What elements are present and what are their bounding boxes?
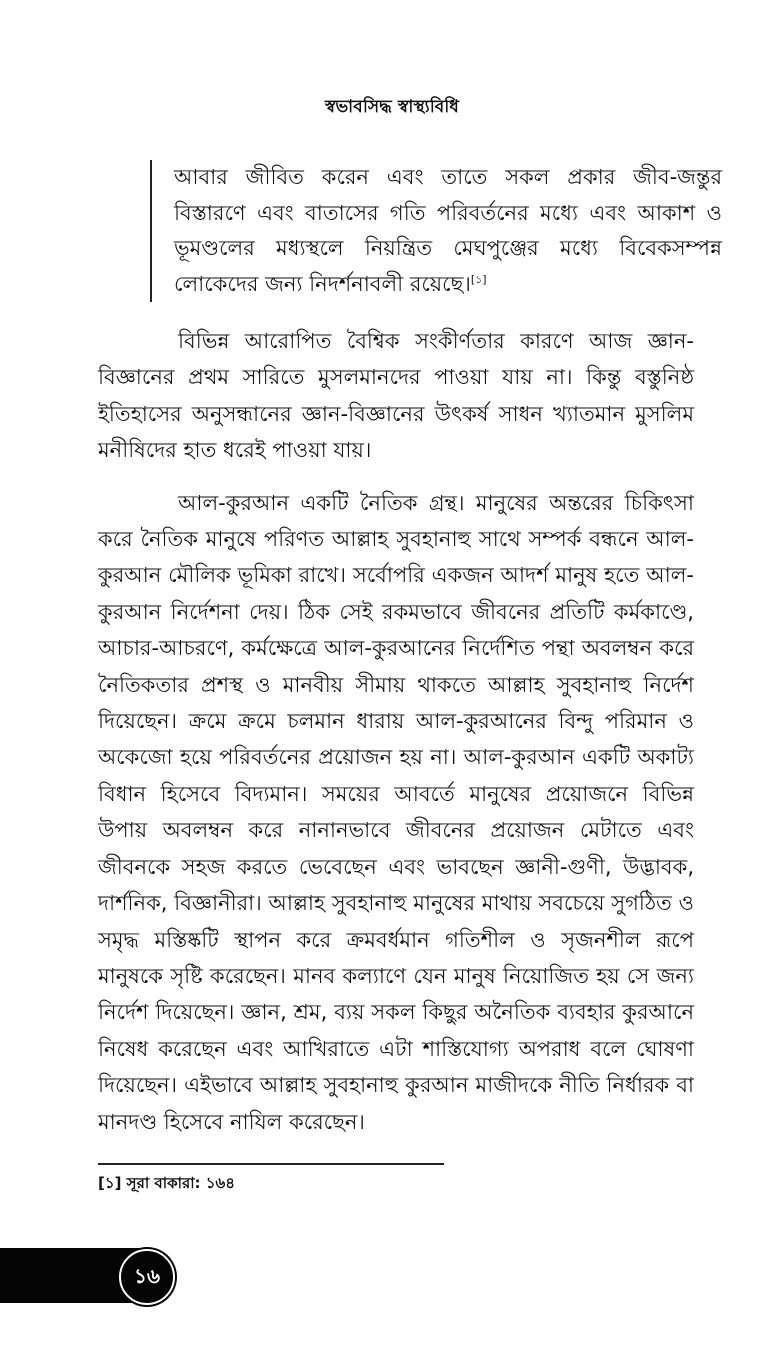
paragraph: বিভিন্ন আরোপিত বৈশ্বিক সংকীর্ণতার কারণে আজ জ্ঞান-বিজ্ঞানের প্রথম সারিতে মুসলমানদের পাওয়া যায় না। কিন্তু বস্তুনিষ্ঠ ইতিহাসের অনুসন্ধানের জ্ঞান-বিজ্ঞানের উৎকর্ষ সাধন খ্যাতমান মুসলিম মনীষিদের হাত ধরেই পাওয়া যায়। [98,329,694,463]
running-header: স্বভাবসিদ্ধ স্বাস্থ্যবিধি [324,97,460,117]
page-number: ১৬ [134,1264,160,1288]
footnote: [১] সূরা বাকারা: ১৬৪ [98,1174,235,1192]
quote-block [150,160,722,302]
quote-text: আবার জীবিত করেন এবং তাতে সকল প্রকার জীব-জন্তুর বিস্তারণে এবং বাতাসের গতি পরিবর্তনের মধ্যে এবং আকাশ ও ভূমণ্ডলের মধ্যস্থলে নিয়ন্ত্রিত মেঘপুঞ্জের মধ্যে বিবেকসম্পন্ন লোকেদের জন্য নিদর্শনাবলী রয়েছে। [174,165,722,296]
body-text [98,323,694,1140]
footnote-reference[interactable]: [১] [470,272,487,286]
footnote-divider [98,1163,444,1165]
paragraph: আল-কুরআন একটি নৈতিক গ্রন্থ। মানুষের অন্তরের চিকিৎসা করে নৈতিক মানুষে পরিণত আল্লাহ সুবহানাহু সাথে সম্পর্ক বন্ধনে আল-কুরআন মৌলিক ভূমিকা রাখে। সর্বোপরি একজন আদর্শ মানুষ হতে আল-কুরআন নির্দেশনা দেয়। ঠিক সেই রকমভাবে জীবনের প্রতিটি কর্মকাণ্ডে, আচার-আচরণে, কর্মক্ষেত্রে আল-কুরআনের নির্দেশিত পন্থা অবলম্বন করে নৈতিকতার প্রশস্থ ও মানবীয় সীমায় থাকতে আল্লাহ সুবহানাহু নির্দেশ দিয়েছেন। ক্রমে ক্রমে চলমান ধারায় আল-কুরআনের বিন্দু পরিমান ও অকেজো হয়ে পরিবর্তনের প্রয়োজন হয় না। আল-কুরআন একটি অকাট্য বিধান হিসেবে বিদ্যমান। সময়ের আবর্তে মানুষের প্রয়োজনে বিভিন্ন উপায় অবলম্বন করে নানানভাবে জীবনের প্রয়োজন মেটাতে এবং জীবনকে সহজ করতে ভেবেছেন এবং ভাবছেন জ্ঞানী-গুণী, উদ্ভাবক, দার্শনিক, বিজ্ঞানীরা। আল্লাহ সুবহানাহু মানুষের মাথায় সবচেয়ে সুগঠিত ও সমৃদ্ধ মস্তিষ্কটি স্থাপন করে ক্রমবর্ধমান গতিশীল ও সৃজনশীল রূপে মানুষকে সৃষ্টি করেছেন। মানব কল্যাণে যেন মানুষ নিয়োজিত হয় সে জন্য নির্দেশ দিয়েছেন। জ্ঞান, শ্রম, ব্যয় সকল কিছুর অনৈতিক ব্যবহার কুরআনে নিষেধ করেছেন এবং আখিরাতে এটা শাস্তিযোগ্য অপরাধ বলে ঘোষণা দিয়েছেন। এইভাবে আল্লাহ সুবহানাহু কুরআন মাজীদকে নীতি নির্ধারক বা মানদণ্ড হিসেবে নাযিল করেছেন। [98,490,694,1134]
